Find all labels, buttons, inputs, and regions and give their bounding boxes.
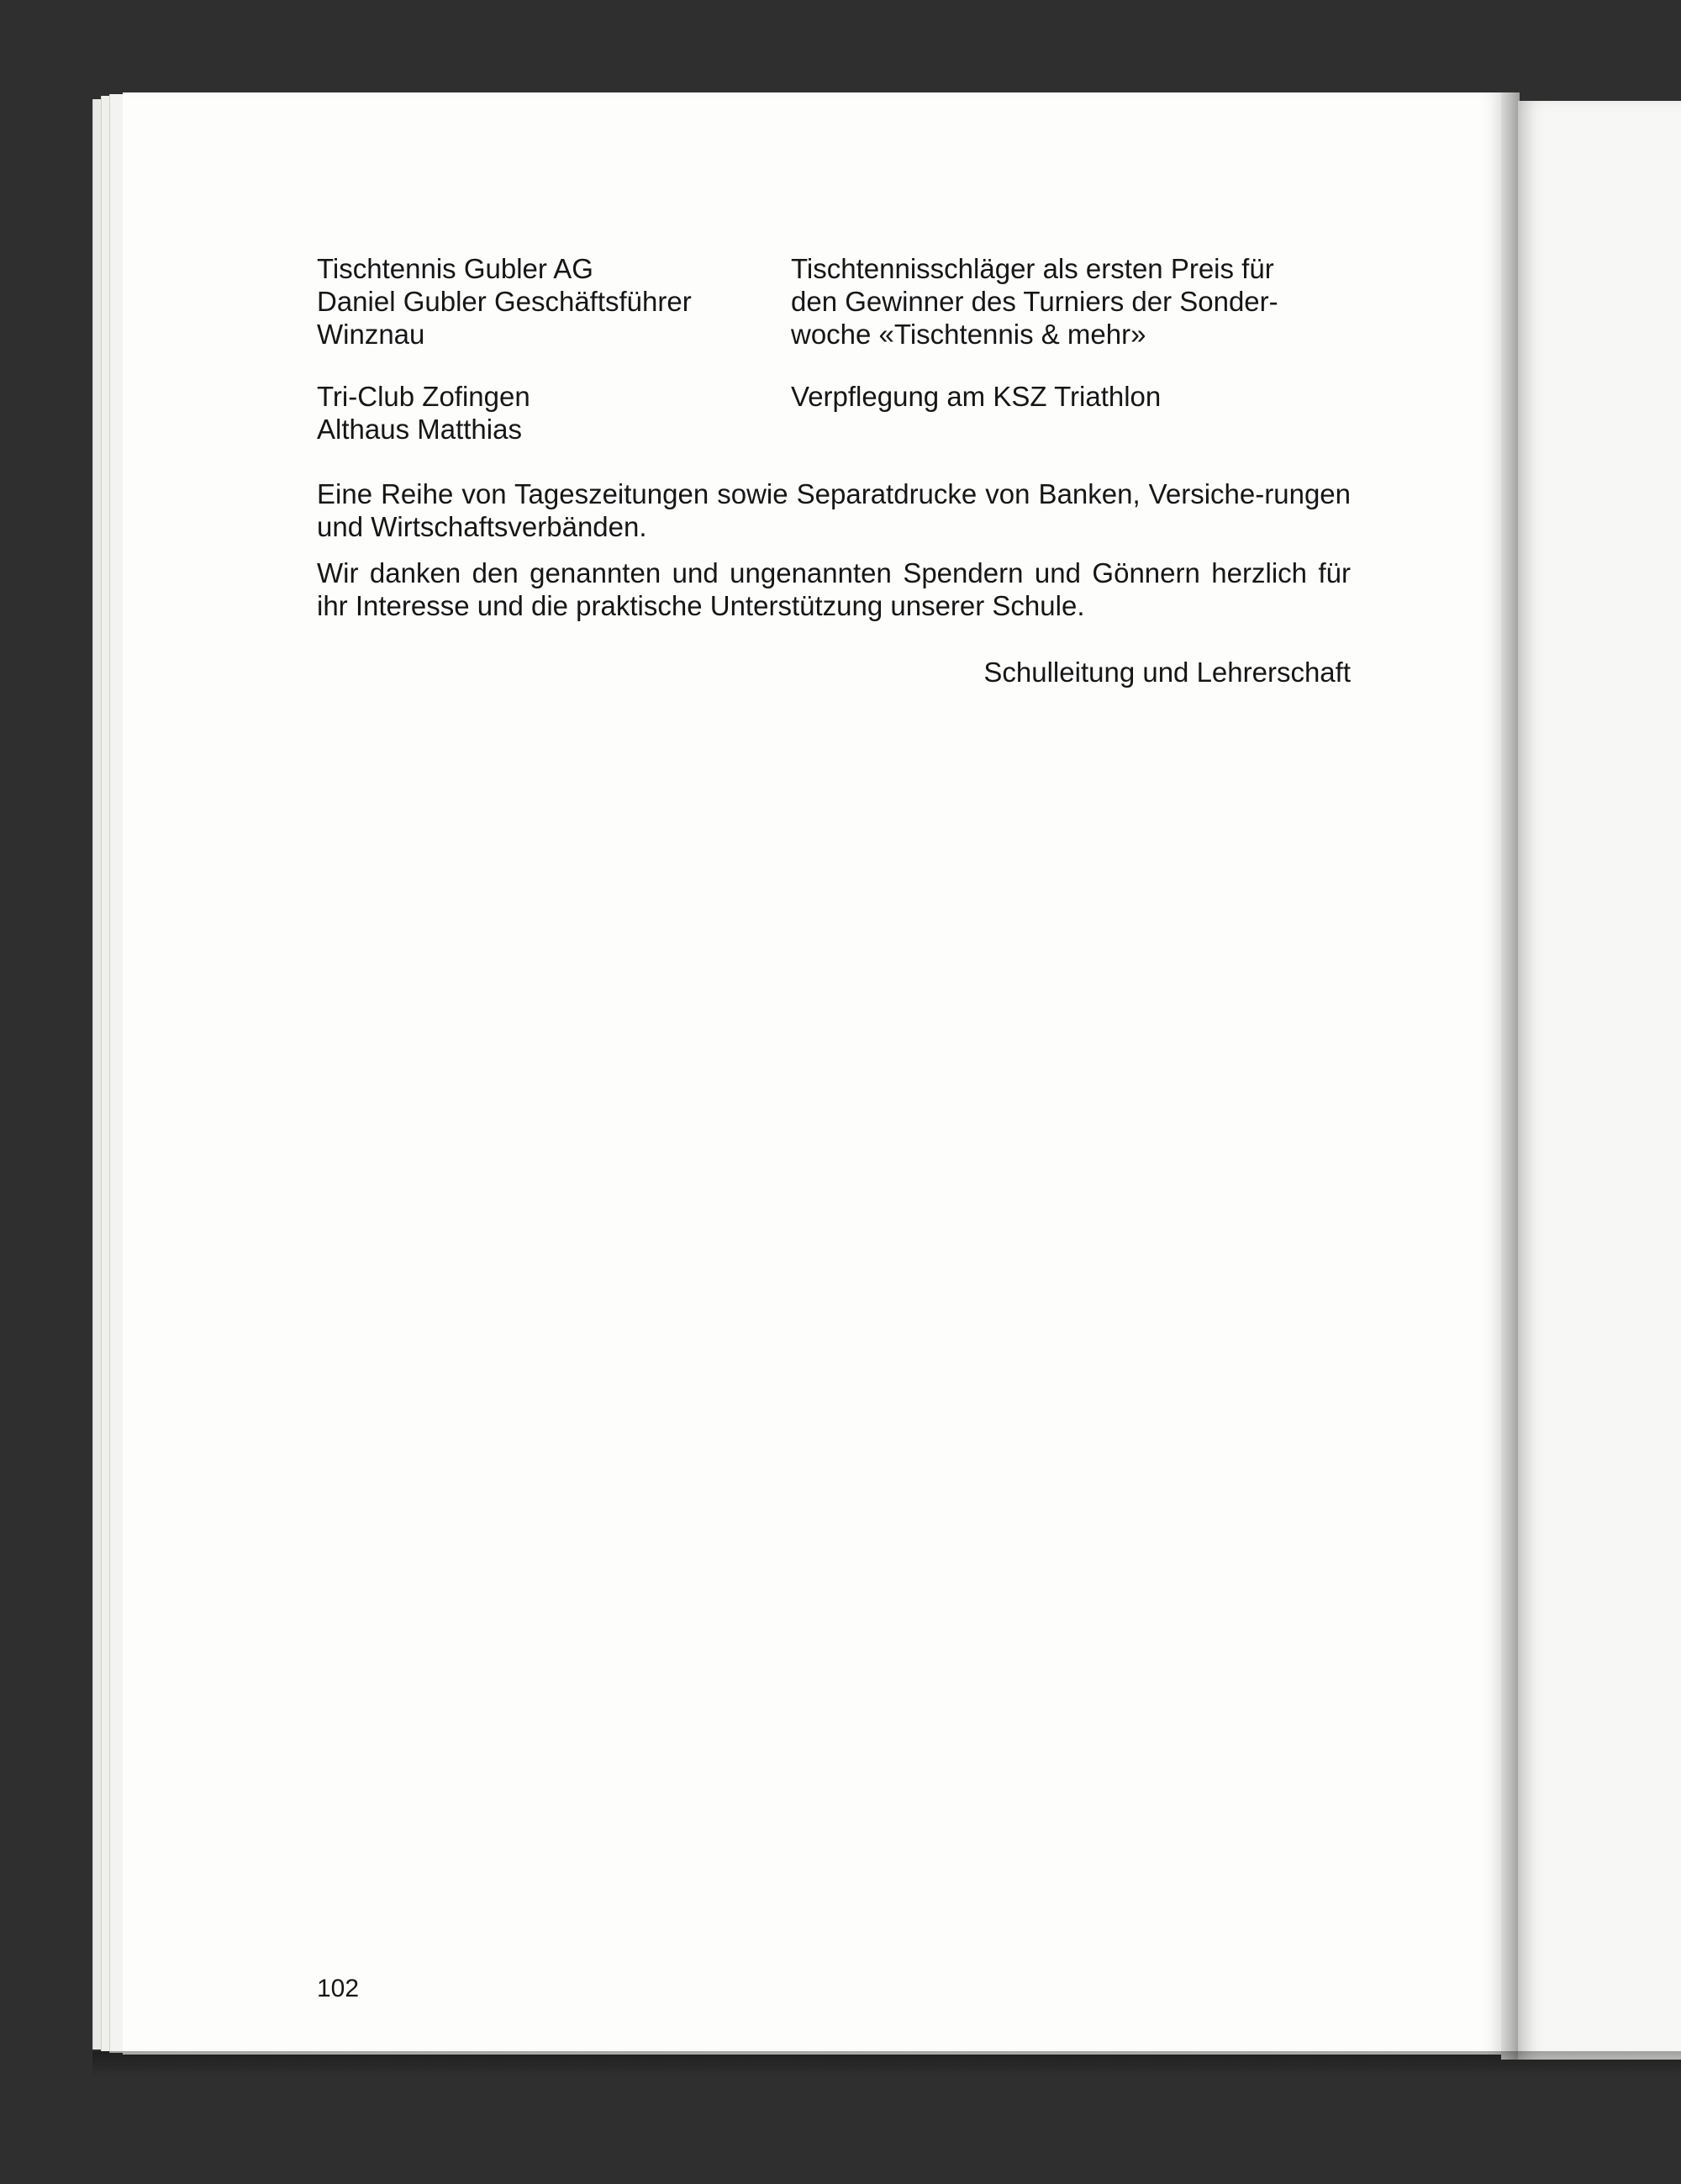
donor-line: Tischtennis Gubler AG bbox=[317, 253, 593, 284]
signoff: Schulleitung und Lehrerschaft bbox=[983, 657, 1351, 688]
contribution-entry-2 bbox=[791, 380, 1362, 413]
contribution-line: Tischtennisschläger als ersten Preis für bbox=[791, 253, 1274, 284]
paragraph-thanks: Wir danken den genannten und ungenannten Spendern und Gönnern herzlich für ihr Interesse und die praktische Unterstützung unserer Schule. bbox=[317, 557, 1351, 621]
paragraph-newspapers: Eine Reihe von Tageszeitungen sowie Separatdrucke von Banken, Versiche-rungen und Wirtschaftsverbänden. bbox=[317, 478, 1351, 542]
donor-line: Winznau bbox=[317, 319, 425, 350]
donor-line: Althaus Matthias bbox=[317, 414, 522, 445]
contribution-line: den Gewinner des Turniers der Sonder- bbox=[791, 286, 1278, 317]
donor-line: Daniel Gubler Geschäftsführer bbox=[317, 286, 692, 317]
donor-entry-1 bbox=[317, 252, 754, 351]
page-number: 102 bbox=[317, 1975, 360, 2002]
contribution-line: woche «Tischtennis & mehr» bbox=[791, 319, 1146, 350]
donor-entry-2 bbox=[317, 380, 754, 446]
contribution-entry-1 bbox=[791, 252, 1362, 351]
contribution-line: Verpflegung am KSZ Triathlon bbox=[791, 381, 1162, 412]
donor-line: Tri-Club Zofingen bbox=[317, 381, 530, 412]
